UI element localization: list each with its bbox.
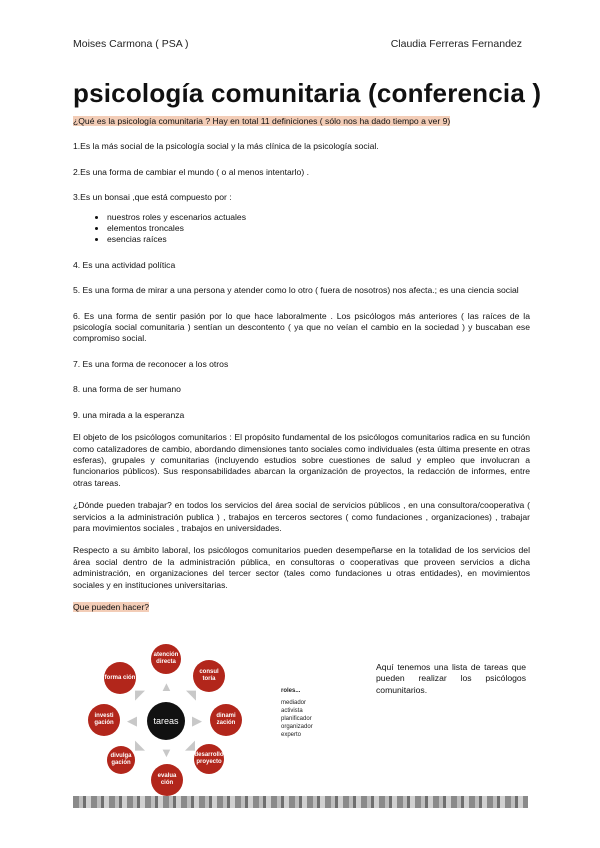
definition-8: 8. una forma de ser humano bbox=[73, 384, 181, 395]
arrow-icon: ◣ bbox=[135, 737, 145, 752]
definition-6: 6. Es una forma de sentir pasión por lo que hace laboralmente . Los psicólogos más anteriores ( las raíces de la psicología social comunitaria ) sentían un descontento ( ya que no veían el cambio en la sociedad ) y buscaban ese compromiso social. bbox=[73, 310, 530, 344]
arrow-icon: ◢ bbox=[185, 737, 195, 752]
role-item: activista bbox=[281, 708, 303, 714]
definition-1: 1.Es la más social de la psicología social y la más clínica de la psicología social. bbox=[73, 141, 379, 152]
role-item: experto bbox=[281, 732, 302, 738]
arrow-icon: ▶ bbox=[192, 713, 202, 728]
definition-4: 4. Es una actividad política bbox=[73, 259, 176, 270]
tasks-diagram bbox=[80, 640, 260, 800]
header-author-left: Moises Carmona ( PSA ) bbox=[73, 38, 189, 50]
node-bottom: evalua ción bbox=[151, 764, 183, 796]
side-caption: Aquí tenemos una lista de tareas que pueden realizar los psicólogos comunitarios. bbox=[376, 662, 526, 695]
node-top-right: consul toría bbox=[193, 660, 225, 692]
arrow-icon: ◥ bbox=[186, 687, 196, 702]
question-highlight: ¿Qué es la psicología comunitaria ? Hay en total 11 definiciones ( sólo nos ha dado tiempo a ver 9) bbox=[73, 116, 451, 126]
node-top: atención directa bbox=[151, 644, 181, 674]
ambito-paragraph: Respecto a su ámbito laboral, los psicólogos comunitarios pueden desempeñarse en la totalidad de los servicios del área social dentro de la administración pública, en consultoras o cooperativas que proveen servicios a dicha administración, en organizaciones del tercer sector (tales como fundaciones u otras entidades), en movimientos sociales y en instituciones universitarias. bbox=[73, 545, 530, 590]
bonsai-list bbox=[73, 212, 530, 246]
list-item: • nuestros roles y escenarios actuales bbox=[107, 212, 530, 223]
node-top-left: forma ción bbox=[104, 662, 136, 694]
node-left: investi gación bbox=[88, 704, 120, 736]
decorative-image-strip bbox=[73, 796, 528, 808]
definition-2: 2.Es una forma de cambiar el mundo ( o al menos intentarlo) . bbox=[73, 166, 309, 177]
diagram-center: tareas bbox=[147, 702, 185, 740]
definition-5: 5. Es una forma de mirar a una persona y atender como lo otro ( fuera de nosotros) nos afecta.; es una ciencia social bbox=[73, 285, 519, 296]
definition-3: 3.Es un bonsai ,que está compuesto por : bbox=[73, 192, 232, 203]
list-item: • esencias raíces bbox=[107, 234, 530, 245]
donde-paragraph: ¿Dónde pueden trabajar? en todos los servicios del área social de servicios públicos , en una consultora/cooperativa ( servicios a la administración publica ) , trabajos en terceros sectores ( como fundaciones , organizaciones) , trabajar para movimientos sociales , trabajos en universidades. bbox=[73, 500, 530, 533]
node-bottom-left: divulga gación bbox=[107, 746, 135, 774]
document-body bbox=[73, 116, 530, 613]
arrow-icon: ▲ bbox=[160, 679, 173, 694]
role-item: planificador bbox=[281, 716, 312, 722]
arrow-icon: ◀ bbox=[127, 713, 137, 728]
node-bottom-right: desarrollo proyecto bbox=[194, 744, 224, 774]
page-title: psicología comunitaria (conferencia ) bbox=[73, 78, 542, 108]
arrow-icon: ◤ bbox=[135, 687, 145, 702]
roles-title: roles... bbox=[281, 688, 301, 694]
objeto-paragraph: El objeto de los psicólogos comunitarios : El propósito fundamental de los psicólogos comunitarios radica en su función como catalizadores de cambio, abordando dimensiones tanto sociales como individuales (esta última presente en otras esferas), grupales y comunitarias (incluyendo estudios sobre cuestiones de salud y empleo que involucran a funcionarios públicos). Sus responsabilidades abarcan la organización de proyectos, la redacción de informes, entre otras tareas. bbox=[73, 432, 530, 488]
header-author-right: Claudia Ferreras Fernandez bbox=[390, 38, 522, 50]
arrow-icon: ▼ bbox=[160, 745, 173, 760]
list-item: • elementos troncales bbox=[107, 223, 530, 234]
node-right: dinami zación bbox=[210, 704, 242, 736]
role-item: organizador bbox=[281, 724, 313, 730]
roles-list bbox=[281, 687, 313, 739]
role-item: mediador bbox=[281, 700, 307, 706]
que-pueden-heading: Que pueden hacer? bbox=[73, 601, 149, 612]
definition-9: 9. una mirada a la esperanza bbox=[73, 409, 185, 420]
definition-7: 7. Es una forma de reconocer a los otros bbox=[73, 358, 229, 369]
